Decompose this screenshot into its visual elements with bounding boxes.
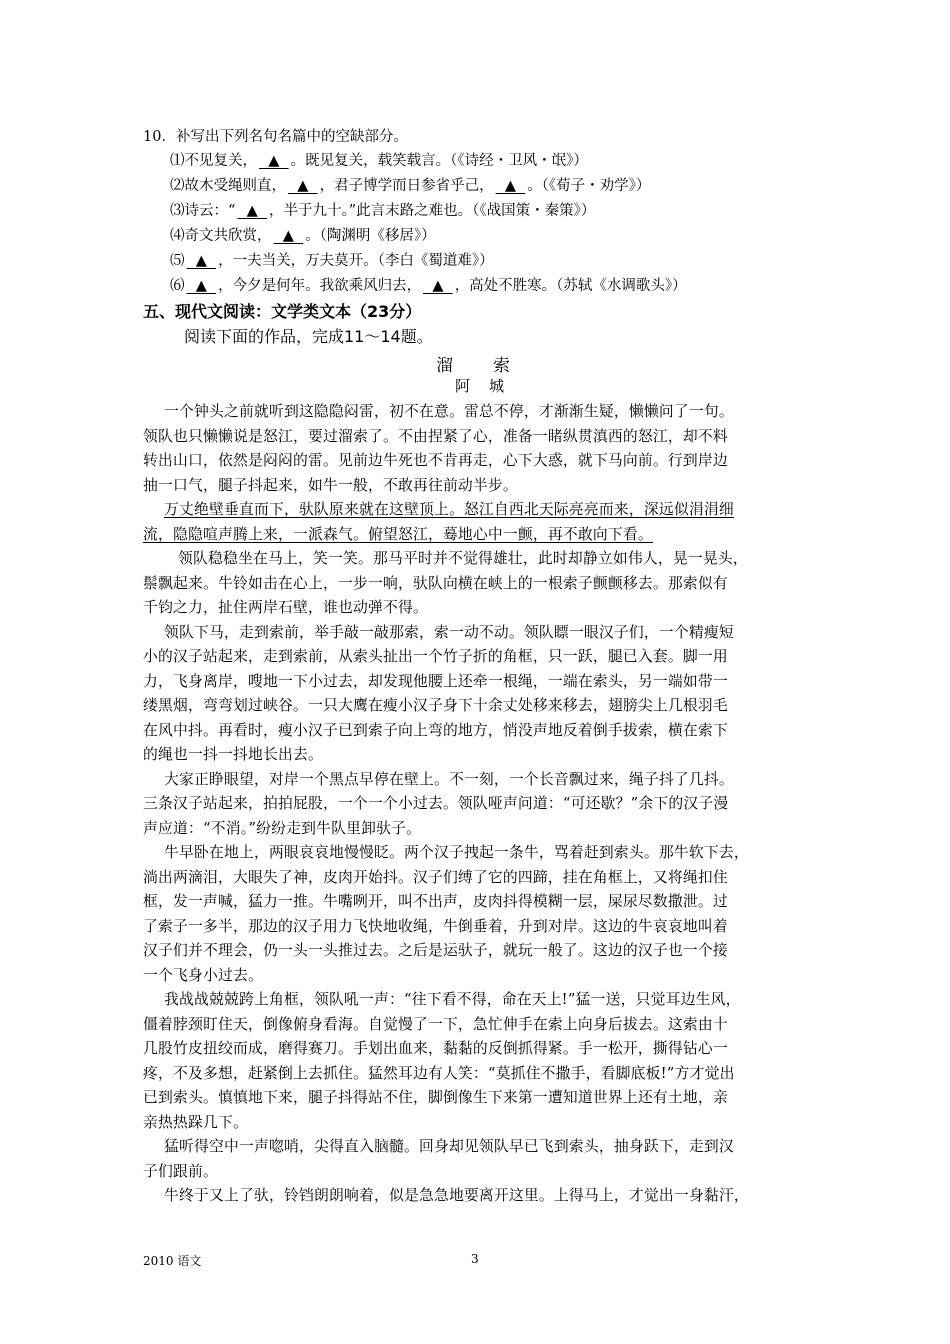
- body-line: 流，隐隐喧声腾上来，一派森气。俯望怒江，蓦地心中一颤，再不敢向下看。: [143, 525, 653, 543]
- body-line: 牛终于又上了驮，铃铛朗朗响着，似是急急地要离开这里。上得马上，才觉出一身黏汗，: [164, 1187, 749, 1204]
- body-line: 领队稳稳坐在马上，笑一笑。那马平时并不觉得雄壮，此时却静立如伟人，晃一晃头，: [178, 550, 748, 567]
- section-heading: 五、现代文阅读：文学类文本（23分）: [143, 302, 422, 321]
- body-line: 几股竹皮扭绞而成，磨得赛刀。手划出血来，黏黏的反倒抓得紧。手一松开，撕得钻心一: [143, 1040, 728, 1057]
- body-line: 鬃飘起来。牛铃如击在心上，一步一响，驮队向横在峡上的一根索子颤颤移去。那索似有: [143, 574, 728, 592]
- body-line: 转出山口，依然是闷闷的雷。见前边牛死也不肯再走，心下大惑，就下马向前。行到岸边: [143, 452, 728, 469]
- page-number: 3: [471, 1252, 479, 1266]
- q10-item-4: ⑷奇文共欣赏， ▲ 。（陶渊明《移居》）: [170, 228, 436, 244]
- body-line: 小的汉子站起来，走到索前，从索头扯出一个竹子折的角框，只一跃，腿已入套。脚一用: [143, 648, 728, 665]
- answer-blank[interactable]: ▲: [282, 228, 294, 244]
- answer-blank[interactable]: ▲: [246, 203, 258, 219]
- body-line: 的绳也一抖一抖地长出去。: [143, 746, 323, 763]
- body-line: 了索子一多半，那边的汉子用力飞快地收绳，牛倒垂着，升到对岸。这边的牛哀哀地叫着: [143, 917, 728, 935]
- body-line: 淌出两滴泪，大眼失了神，皮肉开始抖。汉子们缚了它的四蹄，挂在角框上，又将绳扣住: [143, 868, 728, 886]
- answer-blank[interactable]: ▲: [195, 253, 207, 269]
- body-line: 万丈绝壁垂直而下，驮队原来就在这壁顶上。怒江自西北天际亮亮而来，深远似涓涓细: [164, 501, 734, 518]
- q10-item-2: ⑵故木受绳则直， ▲ ，君子博学而日参省乎己， ▲ 。（《荀子・劝学》）: [170, 178, 651, 194]
- body-line: 力，飞身离岸，嗖地一下小过去，却发现他腰上还牵一根绳，一端在索头，另一端如带一: [143, 672, 728, 690]
- body-line: 框，发一声喊，猛力一推。牛嘴咧开，叫不出声，皮肉抖得模糊一层，屎尿尽数撒泄。过: [143, 893, 728, 910]
- body-line: 领队下马，走到索前，举手敲一敲那索，索一动不动。领队瞟一眼汉子们，一个精瘦短: [164, 623, 734, 641]
- passage-title: 溜 索: [436, 356, 512, 376]
- body-line: 猛听得空中一声唿哨，尖得直入脑髓。回身却见领队早已飞到索头，抽身跃下，走到汉: [164, 1138, 734, 1155]
- body-line: 千钧之力，扯住两岸石壁，谁也动弹不得。: [143, 599, 428, 616]
- body-line: 在风中抖。再看时，瘦小汉子已到索子向上弯的地方，悄没声地反着倒手拔索，横在索下: [143, 721, 728, 739]
- body-line: 一个钟头之前就听到这隐隐闷雷，初不在意。雷总不停，才渐渐生疑，懒懒问了一句。: [164, 403, 734, 420]
- body-line: 抽一口气，腿子抖起来，如牛一般，不敢再往前动半步。: [143, 476, 518, 494]
- body-line: 亲热热跺几下。: [143, 1113, 248, 1131]
- body-line: 缕黑烟，弯弯划过峡谷。一只大鹰在瘦小汉子身下十余丈处移来移去，翅膀尖上几根羽毛: [143, 697, 728, 714]
- body-line: 疼，不及多想，赶紧倒上去抓住。猛然耳边有人笑：“莫抓住不撒手，看脚底板!”方才觉出: [143, 1064, 735, 1082]
- body-line: 一个飞身小过去。: [143, 966, 263, 984]
- answer-blank[interactable]: ▲: [504, 178, 516, 194]
- body-line: 牛早卧在地上，两眼哀哀地慢慢眨。两个汉子拽起一条牛，骂着赶到索头。那牛软下去，: [164, 844, 749, 861]
- body-line: 我战战兢兢跨上角框，领队吼一声：“往下看不得，命在天上!”猛一送，只觉耳边生风，: [164, 991, 741, 1008]
- reading-instruction: 阅读下面的作品，完成11～14题。: [184, 327, 433, 346]
- body-line: 领队也只懒懒说是怒江，要过溜索了。不由捏紧了心，准备一睹纵贯滇西的怒江，却不料: [143, 427, 728, 445]
- body-line: 汉子们并不理会，仍一头一头推过去。之后是运驮子，就玩一般了。这边的汉子也一个接: [143, 942, 728, 959]
- answer-blank[interactable]: ▲: [268, 153, 280, 169]
- answer-blank[interactable]: ▲: [195, 278, 207, 294]
- q10-item-5: ⑸ ▲ ，一夫当关，万夫莫开。（李白《蜀道难》）: [170, 253, 494, 269]
- body-line: 已到索头。慎慎地下来，腿子抖得站不住，脚倒像生下来第一遭知道世界上还有土地，亲: [143, 1089, 728, 1106]
- answer-blank[interactable]: ▲: [432, 278, 444, 294]
- body-line: 子们跟前。: [143, 1162, 218, 1180]
- q10-item-3: ⑶诗云：“ ▲ ，半于九十。”此言末路之难也。（《战国策・秦策》）: [170, 203, 596, 219]
- question-10-stem: 10．补写出下列名句名篇中的空缺部分。: [143, 129, 408, 145]
- body-line: 三条汉子站起来，拍拍屁股，一个一个小过去。领队哑声问道：“可还歇？”余下的汉子漫: [143, 795, 729, 812]
- body-line: 大家正睁眼望，对岸一个黑点早停在壁上。不一刻，一个长音飘过来，绳子抖了几抖。: [164, 770, 734, 788]
- body-line: 僵着脖颈盯住天，倒像俯身看海。自觉慢了一下，急忙伸手在索上向身后拔去。这索由十: [143, 1015, 728, 1033]
- footer-subject: 2010 语文: [143, 1254, 202, 1268]
- passage-author: 阿 城: [455, 377, 507, 395]
- answer-blank[interactable]: ▲: [297, 178, 309, 194]
- q10-item-1: ⑴不见复关， ▲ 。既见复关，载笑载言。（《诗经・卫风・氓》）: [170, 153, 588, 169]
- q10-item-6: ⑹ ▲ ，今夕是何年。我欲乘风归去， ▲ ，高处不胜寒。（苏轼《水调歌头》）: [170, 278, 687, 294]
- body-line: 声应道：“不消。”纷纷走到牛队里卸驮子。: [143, 819, 422, 837]
